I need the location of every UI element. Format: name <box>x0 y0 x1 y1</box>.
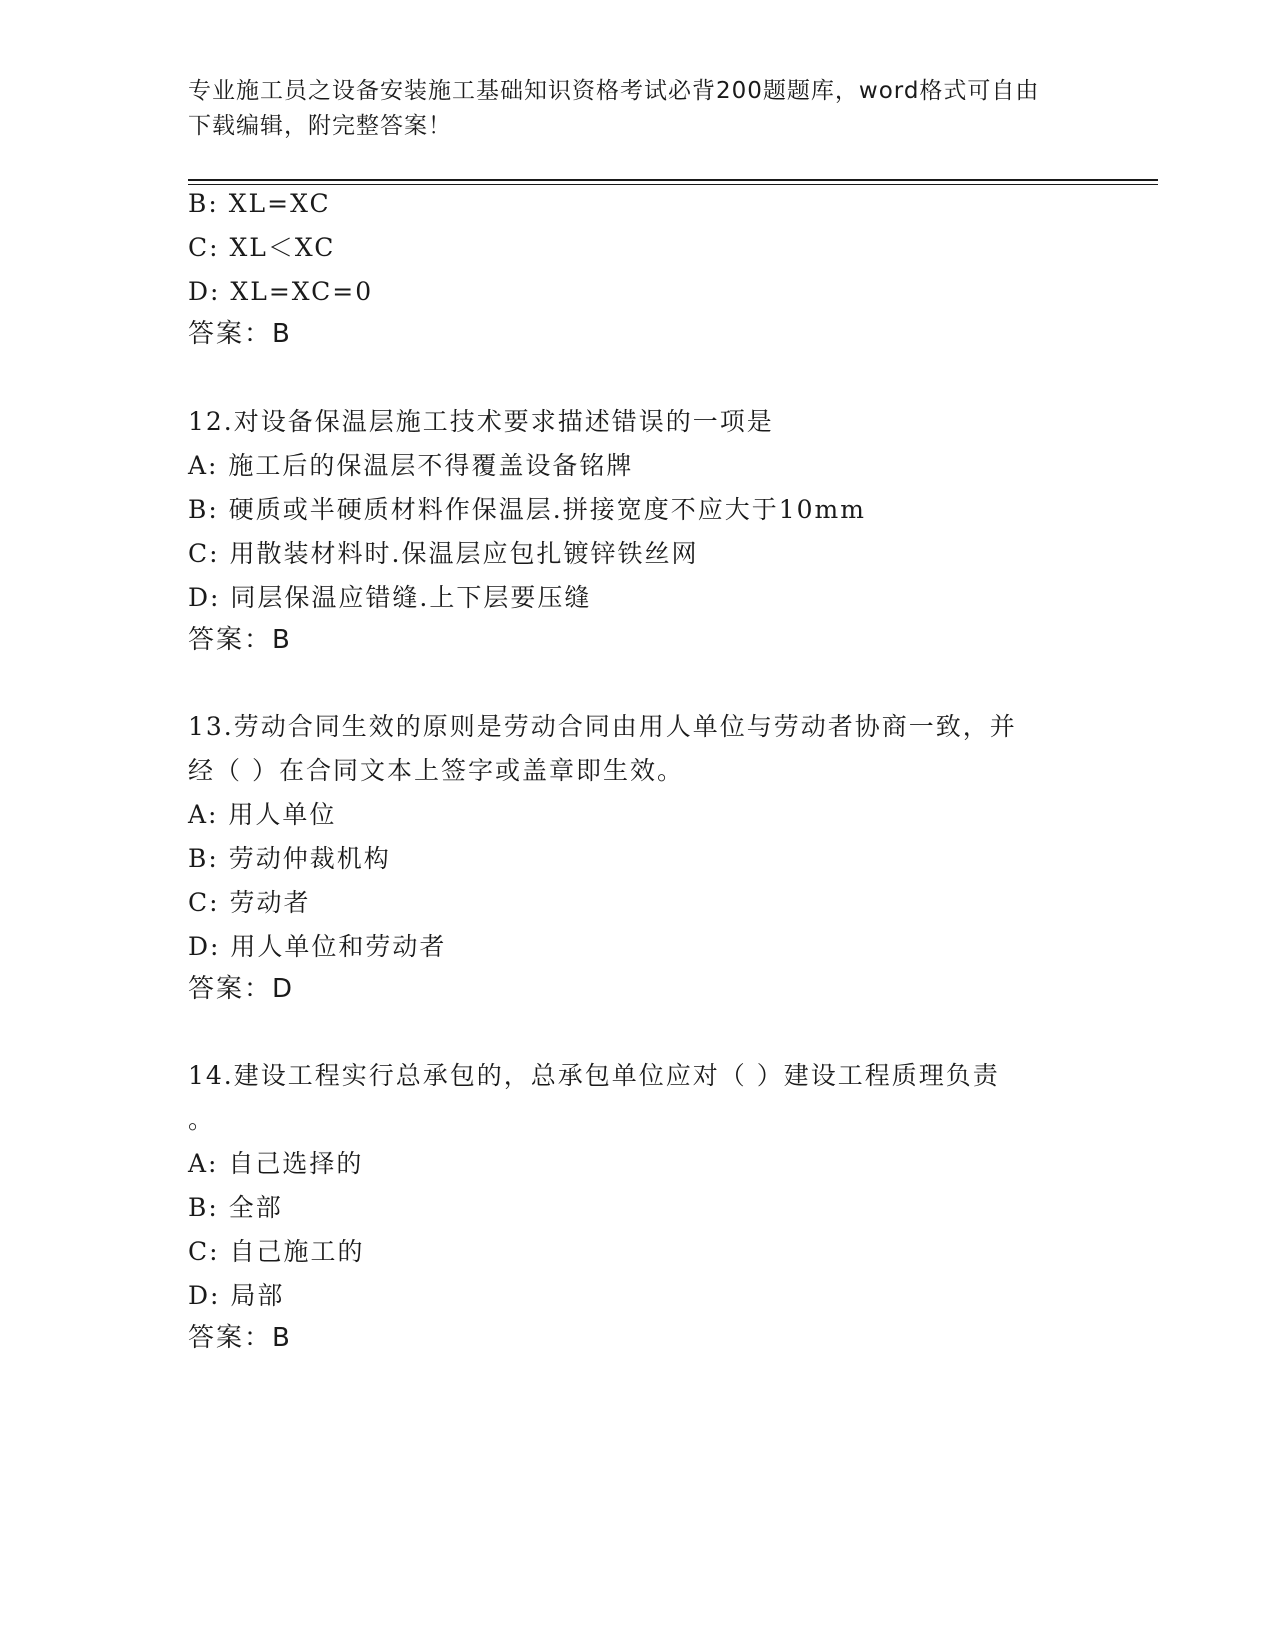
q14-option-c: C: 自己施工的 <box>188 1237 365 1266</box>
q13-option-a: A: 用人单位 <box>188 800 337 829</box>
q12-option-b: B: 硬质或半硬质材料作保温层.拼接宽度不应大于10mm <box>188 495 866 524</box>
header-divider-thick <box>188 179 1158 181</box>
header-line-1: 专业施工员之设备安装施工基础知识资格考试必背200题题库，word格式可自由 <box>188 78 1040 104</box>
q14-answer-value: B <box>272 1323 291 1353</box>
q12-option-d: D: 同层保温应错缝.上下层要压缝 <box>188 583 592 612</box>
q14-stem-line-2: 。 <box>188 1105 216 1134</box>
q11-option-c: C: XL＜XC <box>188 233 336 262</box>
q13-answer-label: 答案： <box>188 974 273 1004</box>
q11-option-b: B: XL=XC <box>188 189 331 218</box>
q13-stem-line-1: 13.劳动合同生效的原则是劳动合同由用人单位与劳动者协商一致，并 <box>188 712 1017 741</box>
q13-option-b: B: 劳动仲裁机构 <box>188 844 391 873</box>
q11-answer <box>188 318 291 350</box>
q13-option-d: D: 用人单位和劳动者 <box>188 932 447 961</box>
q12-option-c: C: 用散装材料时.保温层应包扎镀锌铁丝网 <box>188 539 699 568</box>
q12-answer <box>188 624 291 656</box>
q12-answer-label: 答案： <box>188 625 273 655</box>
q14-option-d: D: 局部 <box>188 1281 285 1310</box>
q13-stem-line-2: 经（ ）在合同文本上签字或盖章即生效。 <box>188 756 684 785</box>
q14-answer-label: 答案： <box>188 1323 273 1353</box>
q13-answer <box>188 973 293 1005</box>
q12-stem: 12.对设备保温层施工技术要求描述错误的一项是 <box>188 407 774 436</box>
q14-answer <box>188 1322 291 1354</box>
q14-option-a: A: 自己选择的 <box>188 1149 364 1178</box>
q14-option-b: B: 全部 <box>188 1193 283 1222</box>
q11-answer-label: 答案： <box>188 319 273 349</box>
header-line-2: 下载编辑，附完整答案！ <box>188 113 452 139</box>
q12-answer-value: B <box>272 625 291 655</box>
header-divider-thin <box>188 184 1158 185</box>
q14-stem-line-1: 14.建设工程实行总承包的，总承包单位应对（ ）建设工程质理负责 <box>188 1061 1000 1090</box>
q12-option-a: A: 施工后的保温层不得覆盖设备铭牌 <box>188 451 634 480</box>
q11-option-d: D: XL=XC=0 <box>188 277 374 306</box>
document-header <box>188 74 1088 144</box>
q13-option-c: C: 劳动者 <box>188 888 311 917</box>
q13-answer-value: D <box>272 974 294 1004</box>
q11-answer-value: B <box>272 319 291 349</box>
